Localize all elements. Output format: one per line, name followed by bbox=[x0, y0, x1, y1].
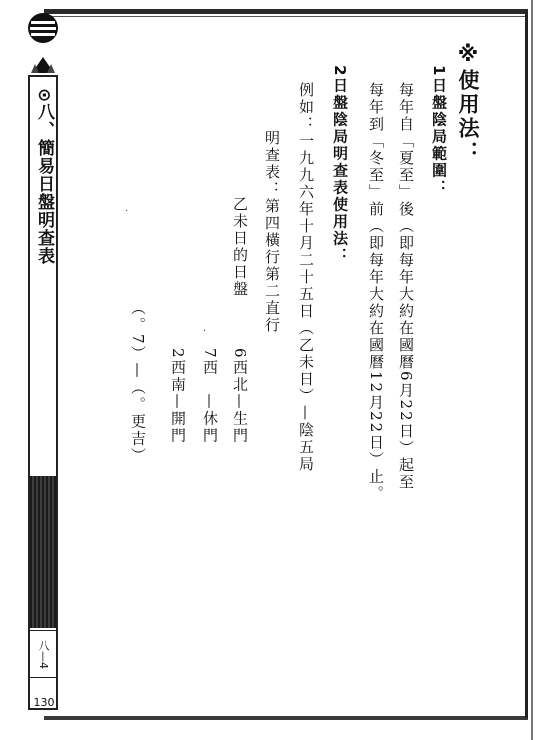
note-line: （。7）—（。更吉） bbox=[129, 300, 147, 465]
section2-title: 2日盤陰局明查表使用法： bbox=[331, 65, 349, 265]
page-number: 130 bbox=[33, 696, 55, 709]
top-border-thin bbox=[44, 16, 528, 17]
sidebar-dark-band bbox=[30, 476, 56, 628]
example-line: 例如：一九九六年十月二十五日（乙未日）—陰五局 bbox=[297, 82, 315, 473]
top-border bbox=[44, 9, 528, 14]
day-plate-label: 乙未日的日盤 bbox=[231, 196, 249, 298]
door-row-northwest: 6西北—生門 bbox=[231, 348, 249, 445]
chapter-title: ⊙八、簡易日盤明查表 bbox=[34, 88, 54, 266]
section1-line2: 每年到「冬至」前（即每年大約在國曆12月22日）止。 bbox=[367, 82, 385, 503]
bottom-border bbox=[44, 716, 528, 720]
chapter-page-mark: 八—4 bbox=[37, 640, 50, 669]
mountain-ornament-icon bbox=[30, 56, 56, 74]
right-border bbox=[525, 12, 528, 718]
section1-title: 1日盤陰局範圍： bbox=[430, 65, 448, 197]
door-row-southwest: 2西南—開門 bbox=[169, 348, 187, 445]
usage-heading: ※使用法： bbox=[456, 42, 480, 165]
margin-mark: · bbox=[125, 206, 129, 217]
lookup-line: 明查表：第四橫行第二直行 bbox=[263, 130, 281, 334]
page-edge bbox=[531, 0, 533, 740]
section1-line1: 每年自「夏至」後（即每年大約在國曆6月22日）起至 bbox=[397, 82, 415, 491]
emblem-icon bbox=[27, 12, 59, 44]
margin-mark: · bbox=[203, 326, 207, 337]
door-row-west: 7西 —休門 bbox=[201, 348, 219, 445]
